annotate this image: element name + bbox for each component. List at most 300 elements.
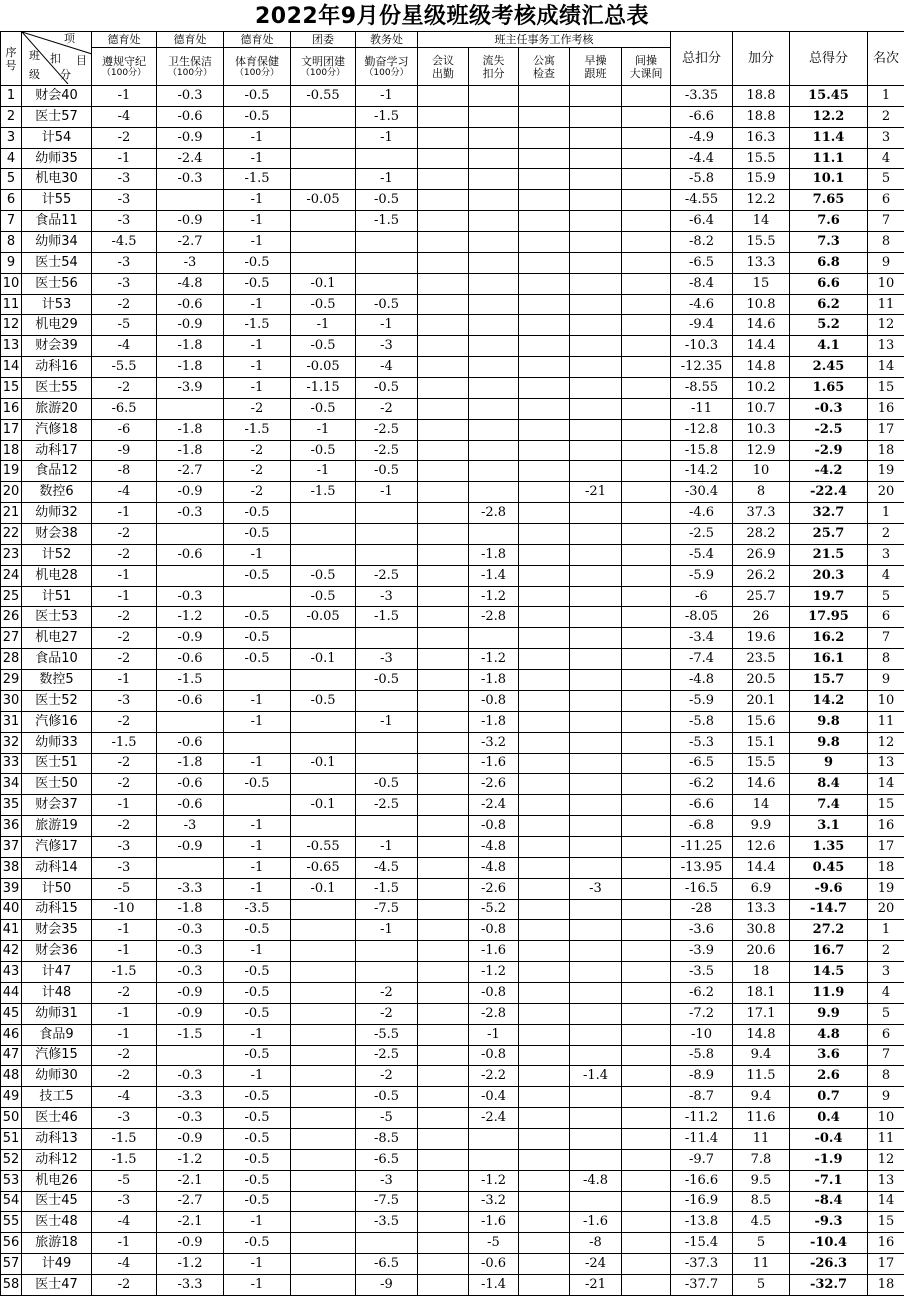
dropout-cell	[469, 378, 519, 399]
morning-cell	[570, 252, 622, 273]
class-name-cell: 计49	[22, 1254, 92, 1275]
hygiene-cell: -0.3	[157, 586, 224, 607]
discipline-cell: -4	[92, 1254, 157, 1275]
total-score-cell: -0.4	[790, 1128, 868, 1149]
diag-label-ji: 级	[29, 68, 40, 81]
table-row	[1, 169, 904, 190]
total-score-cell: 11.1	[790, 148, 868, 169]
meeting-cell	[418, 378, 469, 399]
class-name-cell: 幼师30	[22, 1066, 92, 1087]
meeting-cell	[418, 878, 469, 899]
dropout-cell	[469, 440, 519, 461]
dorm-cell	[519, 586, 570, 607]
seq-cell: 54	[1, 1191, 22, 1212]
study-cell: -3.5	[356, 1212, 418, 1233]
break-cell	[622, 711, 671, 732]
rank-cell: 4	[868, 148, 904, 169]
rank-cell: 1	[868, 86, 904, 107]
discipline-cell: -3	[92, 690, 157, 711]
league-cell	[291, 169, 356, 190]
class-name-cell: 旅游18	[22, 1233, 92, 1254]
rank-cell: 12	[868, 315, 904, 336]
sports-cell: -0.5	[224, 1087, 291, 1108]
total-deduct-cell: -10	[671, 1024, 733, 1045]
dropout-cell	[469, 628, 519, 649]
discipline-cell: -2	[92, 1066, 157, 1087]
total-score-cell: 7.65	[790, 190, 868, 211]
seq-cell: 10	[1, 273, 22, 294]
morning-cell	[570, 503, 622, 524]
total-deduct-cell: -4.55	[671, 190, 733, 211]
morning-cell	[570, 1045, 622, 1066]
class-name-cell: 财会38	[22, 524, 92, 545]
break-cell	[622, 795, 671, 816]
morning-cell	[570, 524, 622, 545]
hygiene-cell: -2.7	[157, 1191, 224, 1212]
seq-cell: 31	[1, 711, 22, 732]
sports-cell: -0.5	[224, 774, 291, 795]
rank-cell: 3	[868, 127, 904, 148]
total-deduct-cell: -3.35	[671, 86, 733, 107]
dropout-cell: -2.8	[469, 607, 519, 628]
class-name-cell: 旅游19	[22, 816, 92, 837]
rank-cell: 6	[868, 607, 904, 628]
diagonal-header-cell	[22, 32, 92, 86]
total-score-cell: -1.9	[790, 1149, 868, 1170]
bonus-cell: 4.5	[733, 1212, 790, 1233]
total-deduct-cell: -6.5	[671, 252, 733, 273]
dropout-cell: -1.2	[469, 586, 519, 607]
league-cell	[291, 211, 356, 232]
dorm-cell	[519, 461, 570, 482]
sports-cell: -0.5	[224, 962, 291, 983]
dropout-cell	[469, 211, 519, 232]
rank-cell: 11	[868, 711, 904, 732]
bonus-cell: 9.4	[733, 1087, 790, 1108]
hygiene-cell: -0.9	[157, 1128, 224, 1149]
study-cell	[356, 503, 418, 524]
discipline-cell: -5	[92, 878, 157, 899]
league-cell: -0.5	[291, 690, 356, 711]
meeting-cell	[418, 294, 469, 315]
total-deduct-cell: -12.35	[671, 357, 733, 378]
seq-cell: 26	[1, 607, 22, 628]
rank-cell: 2	[868, 941, 904, 962]
morning-cell	[570, 336, 622, 357]
dorm-cell	[519, 252, 570, 273]
hygiene-cell: -3.3	[157, 1087, 224, 1108]
rank-cell: 18	[868, 857, 904, 878]
rank-cell: 17	[868, 1254, 904, 1275]
dorm-cell	[519, 357, 570, 378]
meeting-cell	[418, 419, 469, 440]
table-row	[1, 440, 904, 461]
total-score-cell: 5.2	[790, 315, 868, 336]
rank-cell: 9	[868, 670, 904, 691]
dropout-cell: -1.4	[469, 1274, 519, 1295]
bonus-cell: 18.8	[733, 86, 790, 107]
dorm-cell	[519, 378, 570, 399]
hygiene-cell: -0.3	[157, 941, 224, 962]
morning-cell: -1.4	[570, 1066, 622, 1087]
study-cell	[356, 816, 418, 837]
hygiene-cell: -3	[157, 816, 224, 837]
bonus-cell: 9.9	[733, 816, 790, 837]
bonus-cell: 11	[733, 1254, 790, 1275]
sports-cell: -2	[224, 461, 291, 482]
seq-cell: 47	[1, 1045, 22, 1066]
sports-cell: -0.5	[224, 1170, 291, 1191]
dorm-cell	[519, 419, 570, 440]
discipline-cell: -9	[92, 440, 157, 461]
morning-cell: -24	[570, 1254, 622, 1275]
rank-cell: 2	[868, 524, 904, 545]
table-row	[1, 774, 904, 795]
discipline-cell: -2	[92, 774, 157, 795]
morning-cell	[570, 232, 622, 253]
break-cell	[622, 753, 671, 774]
morning-cell: -21	[570, 482, 622, 503]
dropout-cell: -0.8	[469, 816, 519, 837]
study-cell: -0.5	[356, 670, 418, 691]
study-cell	[356, 732, 418, 753]
total-deduct-cell: -6.8	[671, 816, 733, 837]
hygiene-cell: -0.6	[157, 106, 224, 127]
col-header-morning: 早操 跟班	[570, 48, 622, 86]
dropout-cell: -4.8	[469, 857, 519, 878]
study-cell: -1	[356, 127, 418, 148]
seq-cell: 58	[1, 1274, 22, 1295]
seq-cell: 41	[1, 920, 22, 941]
total-score-cell: -9.3	[790, 1212, 868, 1233]
sports-cell: -1	[224, 232, 291, 253]
bonus-cell: 20.1	[733, 690, 790, 711]
meeting-cell	[418, 1024, 469, 1045]
hygiene-cell: -1.8	[157, 440, 224, 461]
hygiene-cell: -0.3	[157, 962, 224, 983]
class-name-cell: 财会39	[22, 336, 92, 357]
col-header-sports: 体育保健 （100分）	[224, 48, 291, 86]
table-row	[1, 252, 904, 273]
league-cell	[291, 1024, 356, 1045]
study-cell: -2	[356, 1003, 418, 1024]
total-score-cell: 16.1	[790, 649, 868, 670]
total-deduct-cell: -37.7	[671, 1274, 733, 1295]
league-cell	[291, 1128, 356, 1149]
total-score-cell: -9.6	[790, 878, 868, 899]
table-row	[1, 482, 904, 503]
class-name-cell: 数控5	[22, 670, 92, 691]
break-cell	[622, 878, 671, 899]
dropout-cell: -4.8	[469, 836, 519, 857]
dropout-cell: -2.6	[469, 878, 519, 899]
seq-cell: 34	[1, 774, 22, 795]
table-row	[1, 607, 904, 628]
dropout-cell	[469, 169, 519, 190]
total-score-cell: -14.7	[790, 899, 868, 920]
dorm-cell	[519, 127, 570, 148]
table-row	[1, 732, 904, 753]
rank-cell: 5	[868, 169, 904, 190]
break-cell	[622, 1170, 671, 1191]
meeting-cell	[418, 607, 469, 628]
sports-cell: -2	[224, 482, 291, 503]
diag-label-item: 项	[64, 32, 75, 45]
break-cell	[622, 920, 671, 941]
meeting-cell	[418, 357, 469, 378]
bonus-cell: 5	[733, 1233, 790, 1254]
discipline-cell: -2	[92, 753, 157, 774]
table-row	[1, 795, 904, 816]
dorm-cell	[519, 607, 570, 628]
league-cell	[291, 1066, 356, 1087]
total-score-cell: -26.3	[790, 1254, 868, 1275]
hygiene-cell: -4.8	[157, 273, 224, 294]
total-deduct-cell: -5.9	[671, 690, 733, 711]
discipline-cell: -1	[92, 503, 157, 524]
hygiene-cell: -0.6	[157, 795, 224, 816]
bonus-cell: 8	[733, 482, 790, 503]
dropout-cell: -3.2	[469, 1191, 519, 1212]
break-cell	[622, 649, 671, 670]
total-deduct-cell: -3.5	[671, 962, 733, 983]
break-cell	[622, 190, 671, 211]
dorm-cell	[519, 628, 570, 649]
study-cell	[356, 941, 418, 962]
diag-label-kou: 扣	[50, 52, 61, 65]
discipline-cell: -5	[92, 315, 157, 336]
bonus-cell: 11.5	[733, 1066, 790, 1087]
break-cell	[622, 962, 671, 983]
meeting-cell	[418, 565, 469, 586]
break-cell	[622, 1149, 671, 1170]
discipline-cell: -1	[92, 148, 157, 169]
dropout-cell	[469, 419, 519, 440]
class-name-cell: 医士45	[22, 1191, 92, 1212]
rank-cell: 6	[868, 1024, 904, 1045]
dorm-cell	[519, 211, 570, 232]
meeting-cell	[418, 753, 469, 774]
dorm-cell	[519, 148, 570, 169]
class-name-cell: 数控6	[22, 482, 92, 503]
hygiene-cell	[157, 524, 224, 545]
discipline-cell: -1	[92, 670, 157, 691]
meeting-cell	[418, 816, 469, 837]
class-name-cell: 医士47	[22, 1274, 92, 1295]
total-deduct-cell: -5.8	[671, 1045, 733, 1066]
col-header-study: 勤奋学习 （100分）	[356, 48, 418, 86]
dept-header-1: 德育处	[92, 32, 157, 48]
dorm-cell	[519, 1212, 570, 1233]
break-cell	[622, 899, 671, 920]
morning-cell	[570, 816, 622, 837]
dorm-cell	[519, 1024, 570, 1045]
break-cell	[622, 982, 671, 1003]
discipline-cell: -4	[92, 1087, 157, 1108]
total-score-cell: -0.3	[790, 398, 868, 419]
meeting-cell	[418, 857, 469, 878]
study-cell: -1	[356, 920, 418, 941]
total-deduct-cell: -14.2	[671, 461, 733, 482]
class-name-cell: 幼师32	[22, 503, 92, 524]
dropout-cell: -2.8	[469, 1003, 519, 1024]
study-cell: -1	[356, 315, 418, 336]
bonus-cell: 15.6	[733, 711, 790, 732]
league-cell	[291, 899, 356, 920]
class-name-cell: 食品9	[22, 1024, 92, 1045]
break-cell	[622, 357, 671, 378]
rank-cell: 8	[868, 649, 904, 670]
sports-cell: -1.5	[224, 315, 291, 336]
bonus-cell: 15	[733, 273, 790, 294]
total-score-cell: 12.2	[790, 106, 868, 127]
study-cell: -2.5	[356, 440, 418, 461]
discipline-cell: -1	[92, 565, 157, 586]
meeting-cell	[418, 962, 469, 983]
discipline-cell: -5	[92, 1170, 157, 1191]
rank-cell: 6	[868, 190, 904, 211]
total-deduct-cell: -16.6	[671, 1170, 733, 1191]
dropout-cell: -2.4	[469, 795, 519, 816]
dept-header-3: 德育处	[224, 32, 291, 48]
total-deduct-cell: -11.2	[671, 1108, 733, 1129]
sports-cell: -1.5	[224, 169, 291, 190]
dropout-cell	[469, 148, 519, 169]
total-score-cell: -7.1	[790, 1170, 868, 1191]
morning-cell	[570, 982, 622, 1003]
meeting-cell	[418, 232, 469, 253]
col-header-break: 间操 大课间	[622, 48, 671, 86]
break-cell	[622, 774, 671, 795]
study-cell: -0.5	[356, 461, 418, 482]
bonus-cell: 15.9	[733, 169, 790, 190]
dorm-cell	[519, 690, 570, 711]
discipline-cell: -1	[92, 1024, 157, 1045]
seq-cell: 30	[1, 690, 22, 711]
total-deduct-cell: -30.4	[671, 482, 733, 503]
seq-cell: 8	[1, 232, 22, 253]
sports-cell: -1	[224, 816, 291, 837]
hygiene-cell	[157, 565, 224, 586]
hygiene-cell: -3.9	[157, 378, 224, 399]
hygiene-cell: -0.9	[157, 211, 224, 232]
rank-cell: 18	[868, 440, 904, 461]
table-row	[1, 1003, 904, 1024]
sports-cell: -3.5	[224, 899, 291, 920]
dorm-cell	[519, 232, 570, 253]
hygiene-cell: -3.3	[157, 1274, 224, 1295]
sports-cell: -1	[224, 711, 291, 732]
sports-cell: -0.5	[224, 86, 291, 107]
discipline-cell: -3	[92, 1191, 157, 1212]
study-cell: -1.5	[356, 878, 418, 899]
league-cell	[291, 920, 356, 941]
study-cell: -7.5	[356, 899, 418, 920]
bonus-cell: 14.8	[733, 357, 790, 378]
dropout-cell: -0.4	[469, 1087, 519, 1108]
sheet-title: 2022年9月份星级班级考核成绩汇总表	[254, 4, 650, 29]
discipline-cell: -3	[92, 211, 157, 232]
dorm-cell	[519, 1274, 570, 1295]
meeting-cell	[418, 836, 469, 857]
morning-cell	[570, 1024, 622, 1045]
dropout-cell: -1.8	[469, 670, 519, 691]
morning-cell	[570, 106, 622, 127]
rank-cell: 12	[868, 732, 904, 753]
morning-cell	[570, 565, 622, 586]
class-name-cell: 医士48	[22, 1212, 92, 1233]
meeting-cell	[418, 1066, 469, 1087]
sports-cell: -1	[224, 336, 291, 357]
dorm-cell	[519, 1149, 570, 1170]
total-score-cell: 17.95	[790, 607, 868, 628]
table-row	[1, 336, 904, 357]
total-deduct-cell: -6.6	[671, 795, 733, 816]
morning-cell	[570, 1191, 622, 1212]
study-cell: -3	[356, 586, 418, 607]
dorm-cell	[519, 836, 570, 857]
morning-cell	[570, 398, 622, 419]
dropout-cell	[469, 86, 519, 107]
discipline-cell: -2	[92, 544, 157, 565]
seq-cell: 11	[1, 294, 22, 315]
break-cell	[622, 294, 671, 315]
study-cell	[356, 148, 418, 169]
rank-cell: 11	[868, 1128, 904, 1149]
table-row	[1, 232, 904, 253]
meeting-cell	[418, 1274, 469, 1295]
table-row	[1, 357, 904, 378]
class-name-cell: 计55	[22, 190, 92, 211]
table-row	[1, 1170, 904, 1191]
break-cell	[622, 1003, 671, 1024]
rank-cell: 13	[868, 336, 904, 357]
seq-cell: 48	[1, 1066, 22, 1087]
hygiene-cell	[157, 1045, 224, 1066]
study-cell: -1.5	[356, 106, 418, 127]
sports-cell: -1	[224, 1024, 291, 1045]
dorm-cell	[519, 440, 570, 461]
dorm-cell	[519, 649, 570, 670]
hygiene-cell: -0.3	[157, 920, 224, 941]
rank-cell: 17	[868, 836, 904, 857]
sports-cell: -1	[224, 1066, 291, 1087]
seq-cell: 37	[1, 836, 22, 857]
dropout-cell	[469, 252, 519, 273]
hygiene-cell: -0.6	[157, 544, 224, 565]
morning-cell	[570, 127, 622, 148]
sports-cell: -1	[224, 357, 291, 378]
rank-cell: 4	[868, 565, 904, 586]
discipline-cell: -2	[92, 711, 157, 732]
dorm-cell	[519, 1066, 570, 1087]
bonus-cell: 15.5	[733, 753, 790, 774]
morning-cell	[570, 419, 622, 440]
total-score-cell: 21.5	[790, 544, 868, 565]
class-name-cell: 食品12	[22, 461, 92, 482]
seq-cell: 27	[1, 628, 22, 649]
rank-cell: 11	[868, 294, 904, 315]
total-score-cell: 19.7	[790, 586, 868, 607]
table-row	[1, 1233, 904, 1254]
total-deduct-cell: -8.9	[671, 1066, 733, 1087]
morning-cell	[570, 774, 622, 795]
league-cell: -0.5	[291, 294, 356, 315]
seq-cell: 2	[1, 106, 22, 127]
hygiene-cell: -2.4	[157, 148, 224, 169]
bonus-cell: 37.3	[733, 503, 790, 524]
class-name-cell: 计54	[22, 127, 92, 148]
